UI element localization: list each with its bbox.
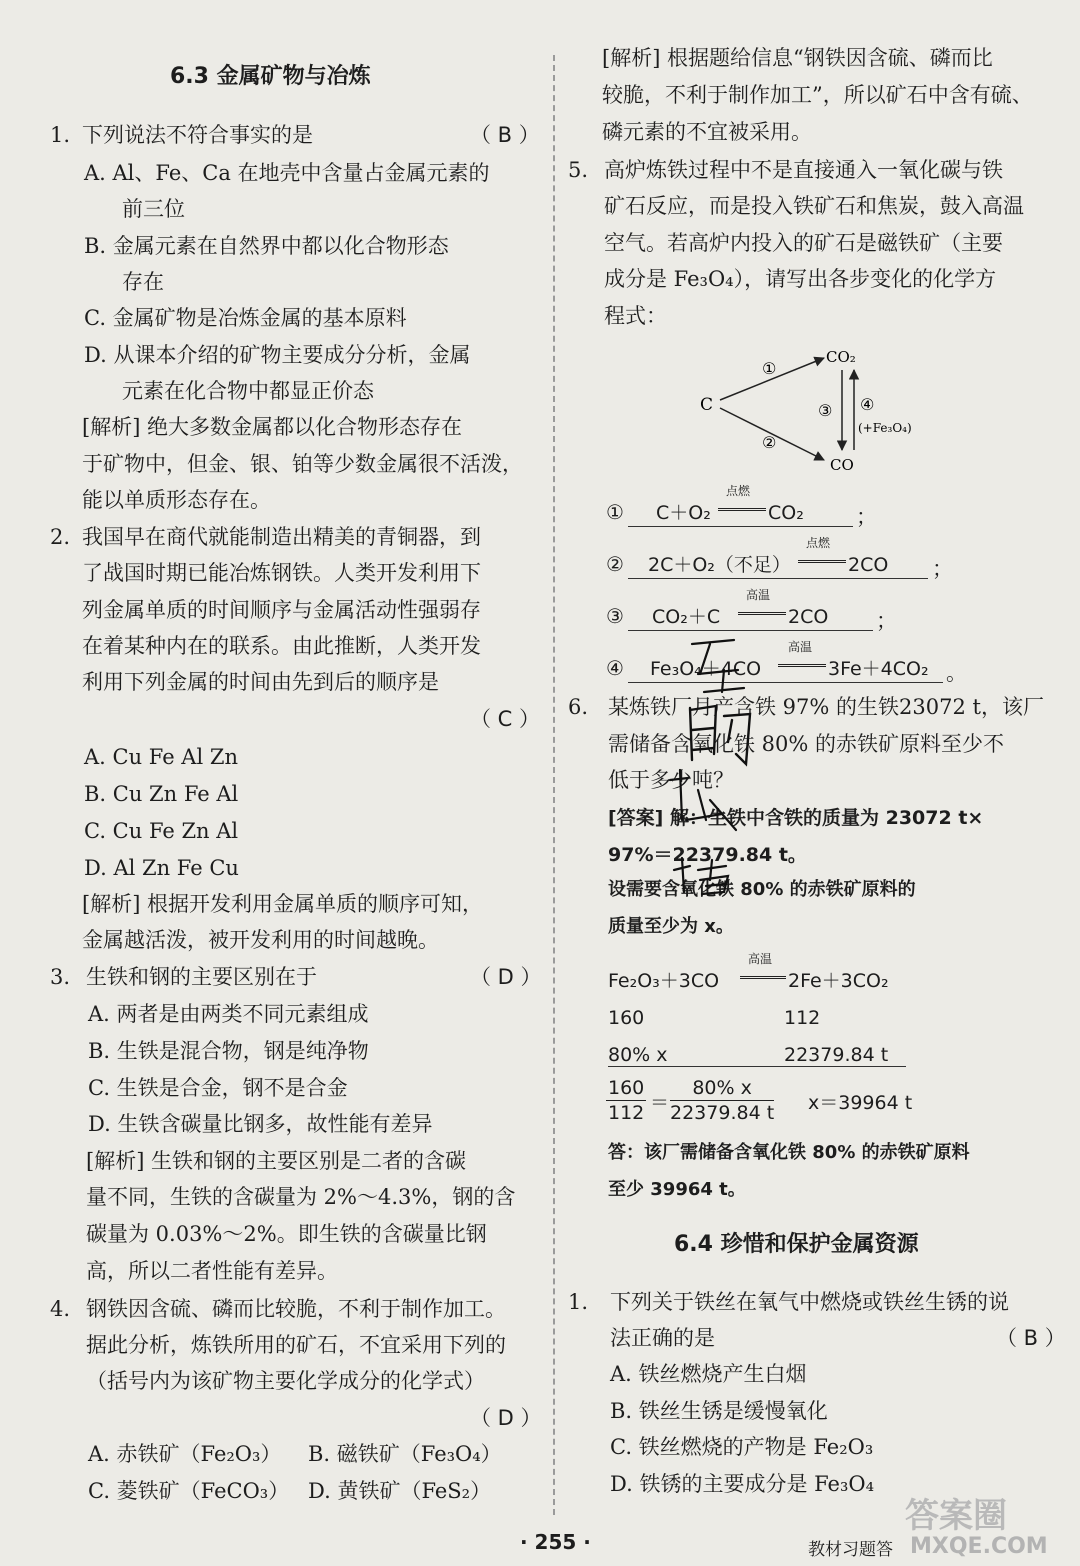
q4-option-a: A. 赤铁矿（Fe₂O₃） bbox=[88, 1442, 282, 1466]
q5-stem-5: 程式： bbox=[604, 304, 667, 328]
eq2-rhs: 2CO bbox=[848, 554, 889, 576]
step-3-label: ③ bbox=[818, 401, 833, 420]
q7-option-a: A. 铁丝燃烧产生白烟 bbox=[610, 1362, 807, 1386]
q3-option-d: D. 生铁含碳量比钢多，故性能有差异 bbox=[88, 1112, 433, 1136]
q6-ratio-1a: 160 bbox=[608, 1007, 645, 1029]
q2-explanation-2: 金属越活泼，被开发利用的时间越晚。 bbox=[82, 928, 439, 952]
q1-option-a-cont: 前三位 bbox=[122, 197, 185, 221]
q6-answer-line-3: 设需要含氧化铁 80% 的赤铁矿原料的 bbox=[608, 879, 916, 900]
q1-explanation-3: 能以单质形态存在。 bbox=[82, 488, 271, 512]
q7-option-c: C. 铁丝燃烧的产物是 Fe₂O₃ bbox=[610, 1435, 874, 1459]
q3-explanation-3: 碳量为 0.03%～2%。即生铁的含碳量比钢 bbox=[86, 1222, 487, 1246]
q6-stem: 某炼铁厂月产含铁 97% 的生铁23072 t，该厂 bbox=[608, 695, 1044, 719]
q6-number: 6. bbox=[568, 695, 589, 719]
eq3-condition: 高温 bbox=[746, 588, 771, 602]
q6-fraction-2-den: 22379.84 t bbox=[670, 1102, 775, 1124]
q2-explanation: [解析] 根据开发利用金属单质的顺序可知， bbox=[82, 892, 484, 916]
q2-stem-3: 列金属单质的时间顺序与金属活动性强弱存 bbox=[82, 598, 481, 622]
q6-stem-2: 需储备含氧化铁 80% 的赤铁矿原料至少不 bbox=[608, 732, 1005, 756]
q6-eq-lhs: Fe₂O₃＋3CO bbox=[608, 970, 720, 992]
step-1-label: ① bbox=[762, 359, 777, 378]
q7-number: 1. bbox=[568, 1290, 589, 1314]
q2-stem-5: 利用下列金属的时间由先到后的顺序是 bbox=[82, 670, 439, 694]
eq2-lhs: 2C＋O₂（不足） bbox=[648, 554, 791, 576]
step-4-note: (+Fe₃O₄) bbox=[858, 421, 912, 435]
q3-answer: （ D ） bbox=[470, 965, 542, 989]
q2-option-a: A. Cu Fe Al Zn bbox=[84, 745, 238, 769]
q1-stem: 下列说法不符合事实的是 bbox=[82, 123, 313, 147]
q4-stem-2: 据此分析，炼铁所用的矿石，不宜采用下列的 bbox=[86, 1333, 506, 1357]
q6-fraction-1-den: 112 bbox=[608, 1102, 645, 1124]
q2-number: 2. bbox=[50, 525, 71, 549]
q3-explanation-2: 量不同，生铁的含碳量为 2%～4.3%，钢的含 bbox=[86, 1185, 516, 1209]
eq1-lhs: C＋O₂ bbox=[656, 502, 711, 524]
section-title-6-3: 6.3 金属矿物与冶炼 bbox=[170, 64, 371, 89]
q5-stem: 高炉炼铁过程中不是直接通入一氧化碳与铁 bbox=[604, 158, 1003, 182]
q1-option-b-cont: 存在 bbox=[122, 270, 164, 294]
q2-answer: （ C ） bbox=[470, 707, 541, 731]
q6-fraction-equals: ＝ bbox=[650, 1092, 670, 1114]
eq1-equals bbox=[718, 508, 766, 511]
q2-stem-4: 在着某种内在的联系。由此推断，人类开发 bbox=[82, 634, 481, 658]
q6-ratio-2a: 80% x bbox=[608, 1044, 668, 1066]
handwriting-scribble bbox=[640, 630, 790, 910]
q1-option-d: D. 从课本介绍的矿物主要成分分析，金属 bbox=[84, 343, 471, 367]
column-divider bbox=[553, 55, 555, 1515]
q1-number: 1. bbox=[50, 123, 71, 147]
q4-explanation-3: 磷元素的不宜被采用。 bbox=[602, 120, 812, 144]
q1-answer: （ B ） bbox=[470, 123, 540, 147]
watermark-url: MXQE.COM bbox=[910, 1534, 1048, 1559]
watermark-logo: 答案圈 bbox=[905, 1496, 1007, 1536]
section-title-6-4: 6.4 珍惜和保护金属资源 bbox=[674, 1232, 919, 1257]
q3-explanation-4: 高，所以二者性能有差异。 bbox=[86, 1259, 338, 1283]
q6-stem-3: 低于多少吨？ bbox=[608, 768, 734, 792]
q6-conclusion: 答：该厂需储备含氧化铁 80% 的赤铁矿原料 bbox=[608, 1142, 970, 1163]
q6-result: x＝39964 t bbox=[808, 1092, 913, 1114]
q6-answer-line-1: [答案] 解：生铁中含铁的质量为 23072 t× bbox=[608, 807, 984, 829]
q5-stem-2: 矿石反应，而是投入铁矿石和焦炭，鼓入高温 bbox=[604, 194, 1024, 218]
q7-answer: （ B ） bbox=[996, 1326, 1066, 1350]
eq2-equals bbox=[798, 560, 846, 563]
q1-explanation: [解析] 绝大多数金属都以化合物形态存在 bbox=[82, 415, 463, 439]
q4-stem: 钢铁因含硫、磷而比较脆，不利于制作加工。 bbox=[86, 1297, 506, 1321]
q2-stem: 我国早在商代就能制造出精美的青铜器，到 bbox=[82, 525, 481, 549]
q1-option-c: C. 金属矿物是冶炼金属的基本原料 bbox=[84, 306, 407, 330]
eq4-end: 。 bbox=[946, 661, 967, 685]
q2-option-c: C. Cu Fe Zn Al bbox=[84, 819, 239, 843]
eq2-label: ② bbox=[606, 552, 624, 576]
q6-answer-line-2: 97%＝22379.84 t。 bbox=[608, 844, 807, 866]
eq1-rhs: CO₂ bbox=[768, 502, 804, 524]
q6-fraction-1-num: 160 bbox=[608, 1077, 645, 1099]
q6-eq-rhs: 2Fe＋3CO₂ bbox=[788, 970, 889, 992]
eq1-label: ① bbox=[606, 500, 624, 524]
co2-node: CO₂ bbox=[826, 348, 856, 366]
q6-ratio-1b: 112 bbox=[784, 1007, 821, 1029]
step-4-label: ④ bbox=[860, 395, 875, 414]
q4-explanation-2: 较脆，不利于制作加工”，所以矿石中含有硫、 bbox=[602, 83, 1033, 107]
q4-number: 4. bbox=[50, 1297, 71, 1321]
eq3-lhs: CO₂＋C bbox=[652, 606, 721, 628]
q5-stem-4: 成分是 Fe₃O₄），请写出各步变化的化学方 bbox=[604, 267, 997, 291]
q6-ratio-line bbox=[608, 1066, 906, 1067]
q4-option-b: B. 磁铁矿（Fe₃O₄） bbox=[308, 1442, 502, 1466]
q7-option-d: D. 铁锈的主要成分是 Fe₃O₄ bbox=[610, 1472, 875, 1496]
q7-stem: 下列关于铁丝在氧气中燃烧或铁丝生锈的说 bbox=[610, 1290, 1009, 1314]
eq3-label: ③ bbox=[606, 604, 624, 628]
q2-option-d: D. Al Zn Fe Cu bbox=[84, 856, 239, 880]
q4-option-d: D. 黄铁矿（FeS₂） bbox=[308, 1479, 492, 1503]
q3-option-a: A. 两者是由两类不同元素组成 bbox=[88, 1002, 369, 1026]
q6-ratio-2b: 22379.84 t bbox=[784, 1044, 889, 1066]
q7-option-b: B. 铁丝生锈是缓慢氧化 bbox=[610, 1399, 828, 1423]
q3-explanation: [解析] 生铁和钢的主要区别是二者的含碳 bbox=[86, 1149, 467, 1173]
q6-fraction-1 bbox=[606, 1076, 646, 1125]
eq4-rhs: 3Fe＋4CO₂ bbox=[828, 658, 929, 680]
q6-eq-condition: 高温 bbox=[748, 952, 773, 966]
eq2-end: ； bbox=[932, 557, 953, 581]
eq2-condition: 点燃 bbox=[806, 536, 831, 550]
eq4-condition: 高温 bbox=[788, 640, 813, 654]
q4-answer: （ D ） bbox=[470, 1406, 542, 1430]
q5-stem-3: 空气。若高炉内投入的矿石是磁铁矿（主要 bbox=[604, 231, 1003, 255]
q4-stem-3: （括号内为该矿物主要化学成分的化学式） bbox=[86, 1369, 485, 1393]
q3-stem: 生铁和钢的主要区别在于 bbox=[86, 965, 317, 989]
q4-explanation: [解析] 根据题给信息“钢铁因含硫、磷而比 bbox=[602, 46, 993, 70]
q1-option-b: B. 金属元素在自然界中都以化合物形态 bbox=[84, 234, 449, 258]
step-2-label: ② bbox=[762, 433, 777, 452]
q3-option-c: C. 生铁是合金，钢不是合金 bbox=[88, 1076, 348, 1100]
q6-fraction-2 bbox=[670, 1076, 774, 1125]
q1-explanation-2: 于矿物中，但金、银、铂等少数金属很不活泼， bbox=[82, 452, 523, 476]
q5-number: 5. bbox=[568, 158, 589, 182]
q3-option-b: B. 生铁是混合物，钢是纯净物 bbox=[88, 1039, 369, 1063]
eq1-end: ； bbox=[856, 505, 877, 529]
q6-answer-line-4: 质量至少为 x。 bbox=[608, 916, 734, 937]
footer-text: 教材习题答 bbox=[808, 1540, 893, 1560]
q3-number: 3. bbox=[50, 965, 71, 989]
page-number: · 255 · bbox=[520, 1530, 591, 1554]
eq4-lhs: Fe₃O₄＋4CO bbox=[650, 658, 762, 680]
q4-option-c: C. 菱铁矿（FeCO₃） bbox=[88, 1479, 290, 1503]
q6-eq-equals bbox=[740, 976, 786, 979]
carbon-node: C bbox=[700, 395, 714, 415]
eq1-condition: 点燃 bbox=[726, 484, 751, 498]
q2-stem-2: 了战国时期已能冶炼钢铁。人类开发利用下 bbox=[82, 561, 481, 585]
eq4-label: ④ bbox=[606, 656, 624, 680]
q6-conclusion-2: 至少 39964 t。 bbox=[608, 1179, 746, 1200]
eq3-end: ； bbox=[876, 609, 897, 633]
q2-option-b: B. Cu Zn Fe Al bbox=[84, 782, 239, 806]
eq3-equals bbox=[738, 612, 786, 615]
q7-stem-2: 法正确的是 bbox=[610, 1326, 715, 1350]
q6-fraction-2-num: 80% x bbox=[670, 1076, 774, 1101]
eq3-rhs: 2CO bbox=[788, 606, 829, 628]
q1-option-a: A. Al、Fe、Ca 在地壳中含量占金属元素的 bbox=[84, 161, 490, 185]
q1-option-d-cont: 元素在化合物中都显正价态 bbox=[122, 379, 374, 403]
co-node: CO bbox=[830, 456, 854, 474]
carbon-reaction-diagram bbox=[694, 340, 934, 480]
